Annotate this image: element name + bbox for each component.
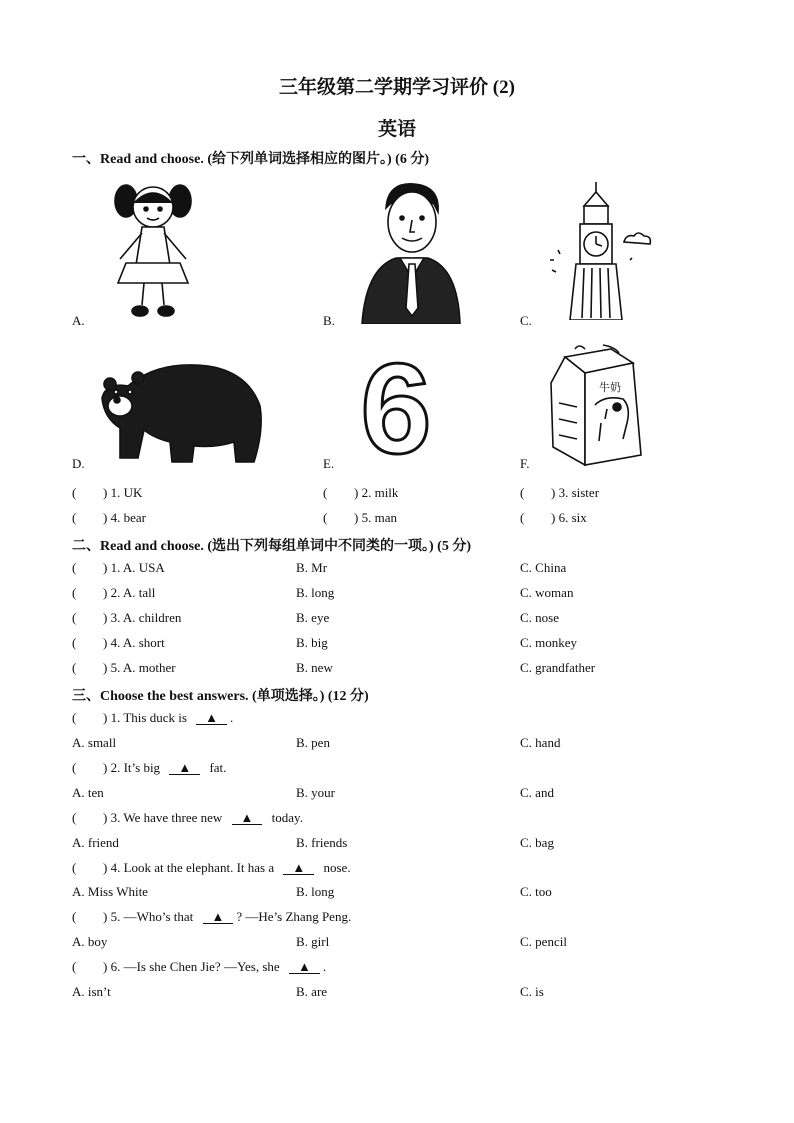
s2-row-3-a: ) 3. A. children (103, 610, 182, 625)
paren: ( (72, 610, 77, 625)
bear-picture (98, 358, 266, 466)
s3-q1-c: C. hand (520, 735, 561, 750)
s3-q3-b: B. friends (296, 835, 348, 850)
s3-q6-a: A. isn’t (72, 984, 111, 999)
s2-row-2-a: ) 2. A. tall (103, 585, 156, 600)
section2-heading: 二、Read and choose. (选出下列每组单词中不同类的一项。) (5 分) (72, 539, 471, 554)
s2-row-5-c: C. grandfather (520, 660, 596, 675)
s3-q6-post: . (322, 959, 327, 974)
paren: ( (520, 485, 525, 500)
s3-q4-pre: ) 4. Look at the elephant. It has a (103, 860, 275, 875)
page-title: 三年级第二学期学习评价 (2) (279, 77, 515, 98)
s3-q6-c: C. is (520, 984, 544, 999)
item-6-six: ) 6. six (551, 510, 587, 525)
picture-label-f: F. (520, 456, 530, 471)
s2-row-2-c: C. woman (520, 585, 574, 600)
page-subtitle: 英语 (377, 119, 416, 140)
milk-carton-text: 牛奶 (599, 381, 621, 394)
milk-carton-picture (545, 343, 649, 469)
s2-row-4-b: B. big (296, 635, 328, 650)
s3-q1-pre: ) 1. This duck is (103, 710, 187, 725)
man-picture (348, 178, 466, 324)
s3-q1-a: A. small (72, 735, 117, 750)
s3-q5-b: B. girl (296, 934, 330, 949)
picture-label-c: C. (520, 313, 532, 328)
s2-row-3-b: B. eye (296, 610, 330, 625)
s2-row-1-c: C. China (520, 560, 567, 575)
paren: ( (72, 909, 77, 924)
paren: ( (323, 510, 328, 525)
answer-blank[interactable]: ▲ (196, 712, 227, 725)
answer-blank[interactable]: ▲ (283, 862, 314, 875)
s2-row-1-a: ) 1. A. USA (103, 560, 165, 575)
s2-row-2-b: B. long (296, 585, 335, 600)
paren: ( (72, 959, 77, 974)
section1-heading: 一、Read and choose. (给下列单词选择相应的图片。) (6 分) (72, 152, 429, 167)
paren: ( (72, 760, 77, 775)
s3-q3-c: C. bag (520, 835, 554, 850)
s2-row-4-c: C. monkey (520, 635, 578, 650)
paren: ( (520, 510, 525, 525)
s3-q3-pre: ) 3. We have three new (103, 810, 223, 825)
item-1-uk: ) 1. UK (103, 485, 143, 500)
s2-row-4-a: ) 4. A. short (103, 635, 165, 650)
s3-q4-stem (103, 860, 351, 876)
clock-tower-picture (546, 180, 658, 320)
s3-q2-b: B. your (296, 785, 335, 800)
s3-q5-a: A. boy (72, 934, 108, 949)
s3-q6-pre: ) 6. —Is she Chen Jie? —Yes, she (103, 959, 280, 974)
s2-row-3-c: C. nose (520, 610, 559, 625)
paren: ( (72, 860, 77, 875)
s3-q5-stem (103, 909, 351, 925)
s3-q6-b: B. are (296, 984, 328, 999)
item-3-sister: ) 3. sister (551, 485, 600, 500)
s3-q2-c: C. and (520, 785, 554, 800)
answer-blank[interactable]: ▲ (232, 812, 263, 825)
paren: ( (72, 485, 77, 500)
item-5-man: ) 5. man (354, 510, 397, 525)
answer-blank[interactable]: ▲ (169, 762, 200, 775)
paren: ( (72, 585, 77, 600)
number-six-picture (348, 353, 444, 463)
s3-q6-stem (103, 959, 326, 975)
answer-blank[interactable]: ▲ (289, 961, 320, 974)
s3-q2-stem (103, 760, 226, 776)
paren: ( (72, 810, 77, 825)
s3-q4-a: A. Miss White (72, 884, 148, 899)
s3-q1-post: . (230, 710, 234, 725)
paren: ( (72, 710, 77, 725)
s2-row-1-b: B. Mr (296, 560, 328, 575)
item-4-bear: ) 4. bear (103, 510, 146, 525)
s3-q2-post: fat. (209, 760, 227, 775)
six-glyph: 6 (360, 353, 432, 463)
answer-blank[interactable]: ▲ (203, 911, 234, 924)
s2-row-5-b: B. new (296, 660, 333, 675)
s2-row-5-a: ) 5. A. mother (103, 660, 176, 675)
paren: ( (72, 635, 77, 650)
s3-q1-stem (103, 710, 233, 726)
s3-q4-post: nose. (323, 860, 351, 875)
s3-q4-b: B. long (296, 884, 335, 899)
s3-q5-c: C. pencil (520, 934, 567, 949)
paren: ( (323, 485, 328, 500)
s3-q5-post: ? —He’s Zhang Peng. (236, 909, 352, 924)
picture-label-b: B. (323, 313, 335, 328)
s3-q3-post: today. (271, 810, 303, 825)
picture-label-a: A. (72, 313, 85, 328)
s3-q5-pre: ) 5. —Who’s that (103, 909, 194, 924)
picture-label-d: D. (72, 456, 85, 471)
section3-heading: 三、Choose the best answers. (单项选择。) (12 分) (72, 689, 369, 704)
s3-q4-c: C. too (520, 884, 552, 899)
s3-q2-a: A. ten (72, 785, 104, 800)
s3-q1-b: B. pen (296, 735, 330, 750)
paren: ( (72, 560, 77, 575)
s3-q3-stem (103, 810, 303, 826)
item-2-milk: ) 2. milk (354, 485, 399, 500)
picture-label-e: E. (323, 456, 335, 471)
paren: ( (72, 510, 77, 525)
paren: ( (72, 660, 77, 675)
s3-q2-pre: ) 2. It’s big (103, 760, 161, 775)
girl-picture (98, 175, 208, 323)
s3-q3-a: A. friend (72, 835, 119, 850)
